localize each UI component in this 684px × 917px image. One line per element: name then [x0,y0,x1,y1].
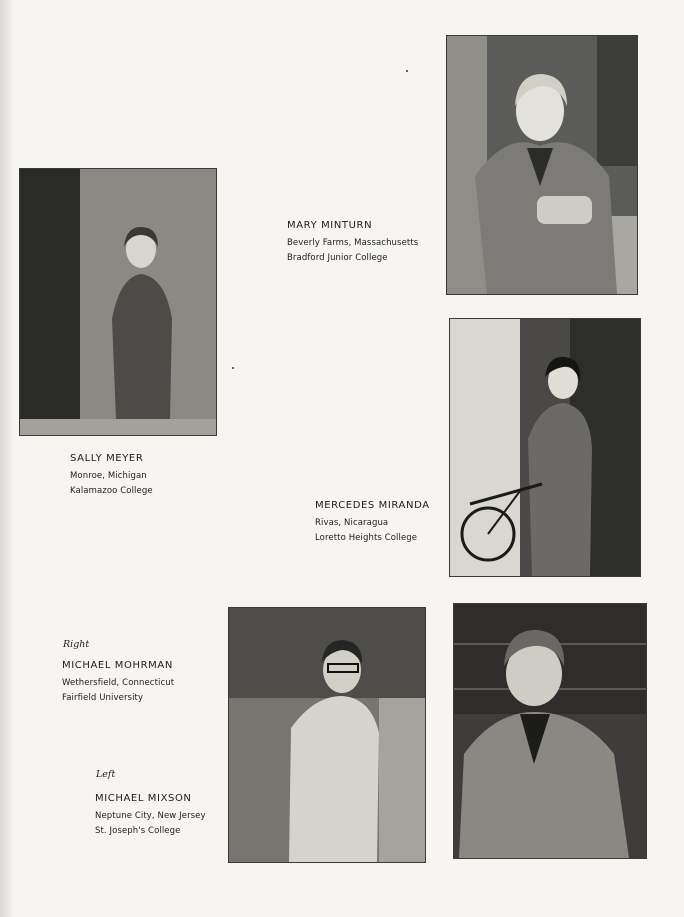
person-college: Fairfield University [62,693,144,703]
photo-sally-meyer [19,168,217,436]
person-name: MERCEDES MIRANDA [315,500,430,511]
direction-right: Right [63,639,90,650]
print-speck [406,70,408,72]
photo-michael-mixson [228,607,426,863]
photo-mercedes-miranda [449,318,641,577]
photo-michael-mohrman [453,603,647,859]
person-college: Loretto Heights College [315,533,418,543]
person-college: Bradford Junior College [287,253,388,263]
person-hometown: Wethersfield, Connecticut [62,678,175,688]
print-speck [232,367,234,369]
person-name: MICHAEL MOHRMAN [62,660,173,671]
person-name: SALLY MEYER [70,453,144,464]
person-hometown: Neptune City, New Jersey [95,811,206,821]
person-college: St. Joseph's College [95,826,181,836]
person-hometown: Rivas, Nicaragua [315,518,389,528]
person-hometown: Beverly Farms, Massachusetts [287,238,419,248]
person-hometown: Monroe, Michigan [70,471,147,481]
caption-mercedes-miranda [315,498,430,546]
caption-sally-meyer [70,451,153,499]
caption-michael-mixson [95,791,206,839]
person-college: Kalamazoo College [70,486,153,496]
caption-michael-mohrman [62,658,174,706]
direction-left: Left [96,769,116,780]
photo-mary-minturn [446,35,638,295]
person-name: MICHAEL MIXSON [95,793,192,804]
page-edge-shadow [0,0,14,917]
person-name: MARY MINTURN [287,220,373,231]
caption-mary-minturn [287,218,418,266]
